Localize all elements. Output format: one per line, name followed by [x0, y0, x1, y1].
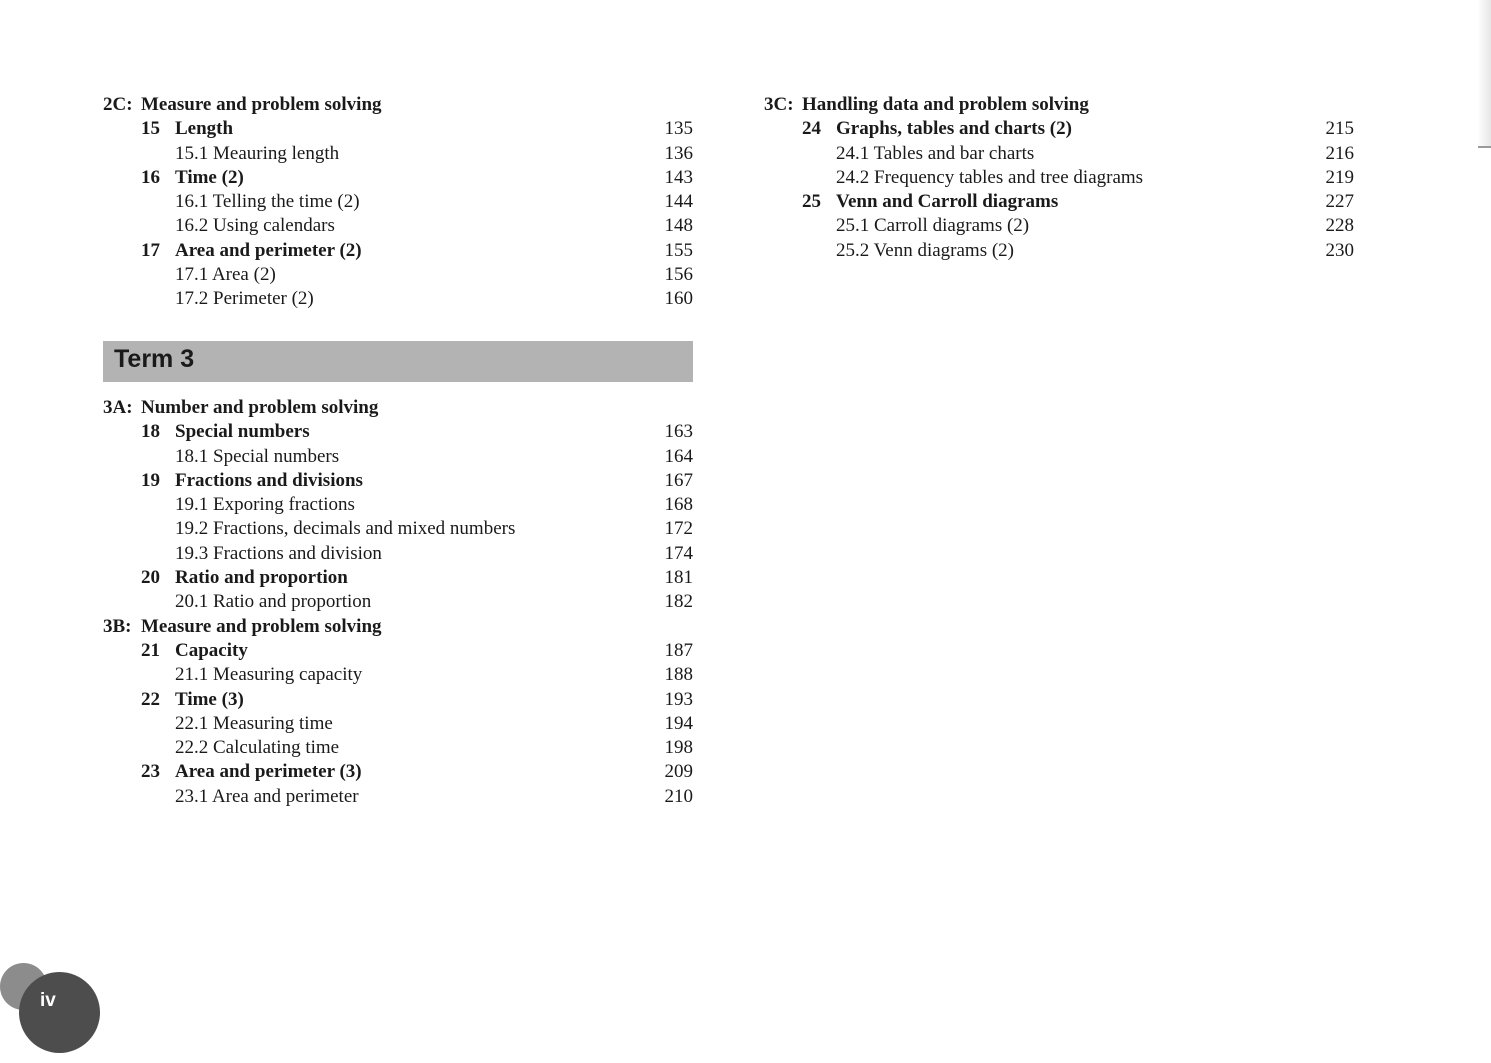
page-ref: 198: [664, 737, 693, 759]
chapter-title: Ratio and proportion: [175, 567, 348, 589]
toc-subsection-entry: [103, 287, 693, 311]
toc-left-bottom: [103, 396, 693, 809]
term-heading-band: [103, 341, 693, 382]
toc-section-heading: [103, 396, 693, 420]
toc-section-heading: [103, 93, 693, 117]
chapter-number: 18: [141, 421, 160, 443]
toc-subsection-entry: [103, 214, 693, 238]
toc-chapter-entry: [103, 639, 693, 663]
page-number: iv: [40, 990, 56, 1011]
page-ref: 216: [1325, 142, 1354, 164]
chapter-title: Capacity: [175, 639, 248, 661]
toc-subsection-entry: [103, 190, 693, 214]
toc-chapter-entry: [103, 117, 693, 141]
subsection-title: 25.1 Carroll diagrams (2): [836, 215, 1030, 237]
page-number-badge: [19, 972, 100, 1053]
page-ref: 144: [664, 191, 693, 213]
subsection-title: 17.1 Area (2): [175, 264, 276, 286]
page-ref: 230: [1325, 239, 1354, 261]
section-code: 3B:: [103, 615, 132, 637]
page-ref: 136: [664, 142, 693, 164]
page-ref: 215: [1325, 118, 1354, 140]
page-ref: 156: [664, 264, 693, 286]
subsection-title: 19.3 Fractions and division: [175, 542, 382, 564]
page-ref: 155: [664, 239, 693, 261]
toc-subsection-entry: [103, 445, 693, 469]
subsection-title: 19.2 Fractions, decimals and mixed numbers: [175, 518, 516, 540]
page-ref: 181: [664, 567, 693, 589]
chapter-number: 21: [141, 639, 160, 661]
toc-chapter-entry: [103, 688, 693, 712]
toc-subsection-entry: [103, 142, 693, 166]
section-code: 3A:: [103, 397, 133, 418]
subsection-title: 18.1 Special numbers: [175, 445, 340, 467]
toc-subsection-entry: [764, 239, 1354, 263]
toc-chapter-entry: [103, 420, 693, 444]
subsection-title: 17.2 Perimeter (2): [175, 288, 314, 310]
chapter-title: Fractions and divisions: [175, 469, 363, 491]
chapter-title: Time (2): [175, 166, 244, 188]
toc-chapter-entry: [103, 566, 693, 590]
page-ref: 188: [664, 664, 693, 686]
toc-chapter-entry: [103, 469, 693, 493]
page-edge-shadow: [1478, 0, 1491, 148]
page-ref: 143: [664, 166, 693, 188]
toc-subsection-entry: [103, 663, 693, 687]
chapter-title: Area and perimeter (3): [175, 761, 362, 783]
subsection-title: 21.1 Measuring capacity: [175, 664, 363, 686]
chapter-number: 19: [141, 469, 160, 491]
toc-chapter-entry: [103, 166, 693, 190]
term-heading: Term 3: [114, 345, 195, 373]
toc-subsection-entry: [764, 214, 1354, 238]
toc-left-top: [103, 93, 693, 312]
toc-right: [764, 93, 1354, 263]
page-ref: 135: [664, 118, 693, 140]
toc-section-heading: [764, 93, 1354, 117]
section-title: Number and problem solving: [141, 397, 379, 418]
toc-subsection-entry: [764, 166, 1354, 190]
section-title: Measure and problem solving: [141, 94, 382, 115]
toc-chapter-entry: [764, 117, 1354, 141]
page-ref: 182: [664, 591, 693, 613]
section-code: 3C:: [764, 94, 794, 115]
toc-subsection-entry: [764, 142, 1354, 166]
chapter-number: 25: [802, 191, 821, 213]
page-ref: 219: [1325, 166, 1354, 188]
chapter-number: 24: [802, 118, 821, 140]
chapter-title: Area and perimeter (2): [175, 239, 362, 261]
subsection-title: 19.1 Exporing fractions: [175, 494, 355, 516]
toc-section-heading: [103, 615, 693, 639]
subsection-title: 24.1 Tables and bar charts: [836, 142, 1035, 164]
chapter-number: 15: [141, 118, 160, 140]
subsection-title: 16.2 Using calendars: [175, 215, 335, 237]
section-code: 2C:: [103, 94, 133, 115]
subsection-title: 25.2 Venn diagrams (2): [836, 239, 1015, 261]
page-ref: 210: [664, 785, 693, 807]
page-ref: 227: [1325, 191, 1354, 213]
page-ref: 168: [664, 494, 693, 516]
subsection-title: 20.1 Ratio and proportion: [175, 591, 372, 613]
toc-subsection-entry: [103, 517, 693, 541]
toc-chapter-entry: [764, 190, 1354, 214]
chapter-title: Graphs, tables and charts (2): [836, 118, 1072, 140]
page-ref: 160: [664, 288, 693, 310]
toc-subsection-entry: [103, 736, 693, 760]
subsection-title: 15.1 Meauring length: [175, 142, 340, 164]
page-ref: 187: [664, 639, 693, 661]
toc-subsection-entry: [103, 785, 693, 809]
chapter-number: 22: [141, 688, 160, 710]
page-ref: 193: [664, 688, 693, 710]
page-ref: 228: [1325, 215, 1354, 237]
chapter-number: 16: [141, 166, 160, 188]
section-title: Handling data and problem solving: [802, 94, 1089, 115]
subsection-title: 24.2 Frequency tables and tree diagrams: [836, 166, 1144, 188]
subsection-title: 23.1 Area and perimeter: [175, 785, 359, 807]
toc-chapter-entry: [103, 760, 693, 784]
page-ref: 194: [664, 712, 693, 734]
section-title: Measure and problem solving: [141, 615, 382, 637]
page-ref: 209: [664, 761, 693, 783]
page-ref: 172: [664, 518, 693, 540]
chapter-number: 23: [141, 761, 160, 783]
chapter-title: Time (3): [175, 688, 244, 710]
chapter-title: Special numbers: [175, 421, 310, 443]
chapter-number: 20: [141, 567, 160, 589]
page-ref: 167: [664, 469, 693, 491]
subsection-title: 22.1 Measuring time: [175, 712, 333, 734]
toc-subsection-entry: [103, 590, 693, 614]
page-ref: 174: [664, 542, 693, 564]
toc-subsection-entry: [103, 263, 693, 287]
toc-subsection-entry: [103, 542, 693, 566]
page-ref: 148: [664, 215, 693, 237]
subsection-title: 22.2 Calculating time: [175, 737, 340, 759]
page-ref: 164: [664, 445, 693, 467]
toc-subsection-entry: [103, 493, 693, 517]
chapter-title: Length: [175, 118, 234, 140]
chapter-title: Venn and Carroll diagrams: [836, 191, 1059, 213]
toc-subsection-entry: [103, 712, 693, 736]
toc-chapter-entry: [103, 239, 693, 263]
chapter-number: 17: [141, 239, 160, 261]
page-ref: 163: [664, 421, 693, 443]
subsection-title: 16.1 Telling the time (2): [175, 191, 360, 213]
